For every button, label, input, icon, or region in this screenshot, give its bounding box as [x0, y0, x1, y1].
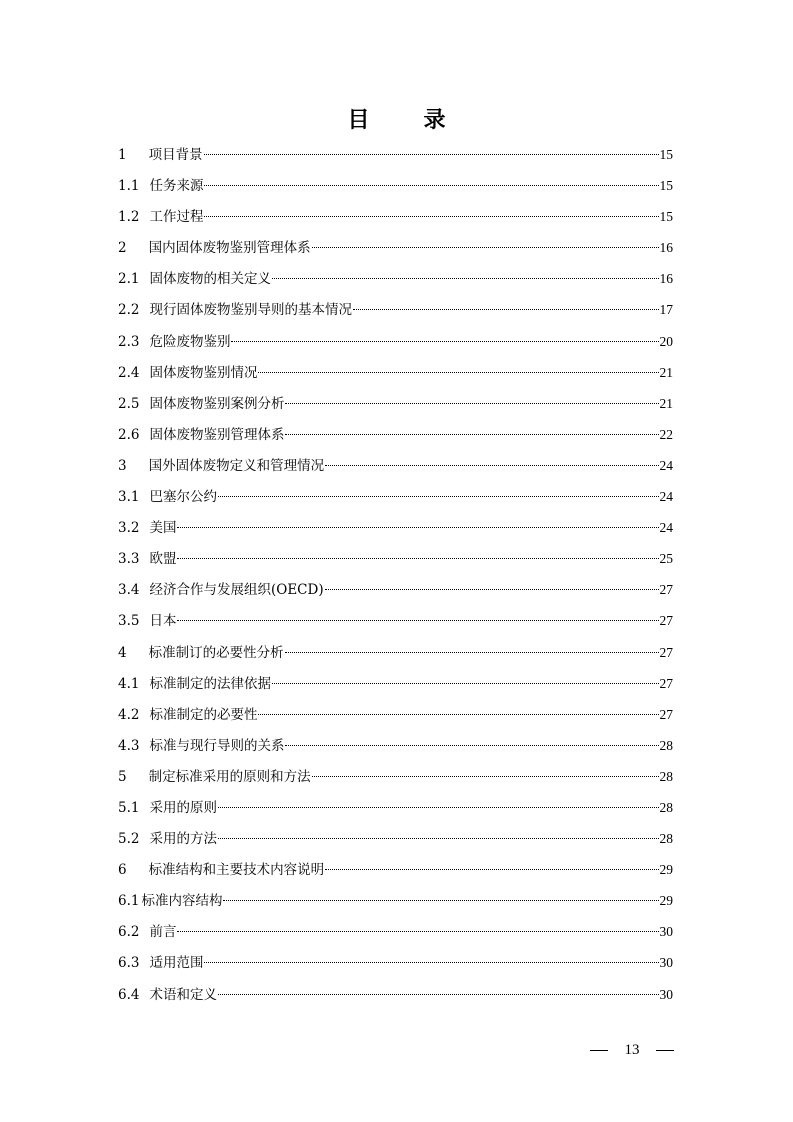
toc-entry-title: 标准制定的法律依据	[149, 675, 271, 692]
toc-entry-page: 21	[659, 395, 673, 411]
toc-entry[interactable]	[118, 388, 673, 419]
page-footer	[590, 1042, 674, 1059]
toc-entry-page: 29	[659, 893, 673, 909]
toc-entry-page: 27	[659, 675, 673, 691]
toc-leader-dots	[218, 838, 659, 839]
toc-entry[interactable]	[118, 854, 673, 885]
toc-entry-number: 3.1	[118, 489, 140, 506]
toc-entry-number: 2	[118, 240, 127, 257]
toc-entry[interactable]	[118, 761, 673, 792]
toc-entry[interactable]	[118, 294, 673, 325]
toc-leader-dots	[177, 620, 658, 621]
toc-leader-dots	[285, 434, 658, 435]
toc-leader-dots	[218, 807, 659, 808]
toc-entry-page: 25	[659, 551, 673, 567]
toc-entry-page: 20	[659, 333, 673, 349]
toc-entry-number: 6	[118, 862, 127, 879]
toc-entry-title: 国外固体废物定义和管理情况	[148, 457, 325, 474]
toc-entry-title: 术语和定义	[149, 986, 217, 1003]
toc-entry[interactable]	[118, 947, 673, 978]
toc-leader-dots	[258, 714, 658, 715]
toc-leader-dots	[312, 247, 659, 248]
toc-entry-page: 27	[659, 644, 673, 660]
toc-entry[interactable]	[118, 605, 673, 636]
toc-entry-title: 采用的方法	[149, 831, 217, 848]
toc-entry-number: 5.2	[118, 831, 140, 848]
toc-entry-title: 标准制订的必要性分析	[148, 644, 284, 661]
toc-entry-page: 24	[659, 520, 673, 536]
toc-entry-page: 28	[659, 831, 673, 847]
toc-entry-page: 28	[659, 737, 673, 753]
toc-entry-page: 29	[659, 862, 673, 878]
toc-entry-number: 1	[118, 147, 127, 163]
page-number: 13	[624, 1042, 640, 1058]
toc-entry-number: 1.1	[118, 178, 140, 195]
toc-entry-page: 24	[659, 457, 673, 473]
toc-entry-title: 欧盟	[149, 551, 177, 568]
toc-entry-page: 30	[659, 986, 673, 1002]
toc-leader-dots	[177, 558, 658, 559]
toc-entry-number: 1.2	[118, 209, 140, 226]
toc-entry-number: 6.3	[118, 955, 140, 972]
toc-entry-title: 巴塞尔公约	[149, 489, 217, 506]
toc-entry[interactable]	[118, 326, 673, 357]
toc-entry-title: 标准内容结构	[141, 893, 223, 910]
toc-leader-dots	[285, 745, 658, 746]
toc-leader-dots	[285, 403, 658, 404]
toc-entry-title: 标准结构和主要技术内容说明	[148, 862, 325, 879]
toc-entry-title: 制定标准采用的原则和方法	[148, 768, 311, 785]
toc-leader-dots	[204, 216, 658, 217]
toc-entry-title: 任务来源	[149, 178, 204, 195]
toc-entry[interactable]	[118, 792, 673, 823]
toc-entry-page: 16	[659, 271, 673, 287]
toc-entry-title: 固体废物鉴别管理体系	[149, 426, 285, 443]
toc-entry-page: 15	[659, 178, 673, 194]
toc-entry-number: 2.2	[118, 302, 140, 319]
toc-entry-title: 现行固体废物鉴别导则的基本情况	[149, 302, 352, 319]
toc-entry[interactable]	[118, 263, 673, 294]
toc-entry-number: 4	[118, 644, 127, 661]
toc-entry-page: 28	[659, 799, 673, 815]
toc-entry-title: 固体废物鉴别案例分析	[149, 395, 285, 412]
toc-entry[interactable]	[118, 668, 673, 699]
toc-entry-title: 工作过程	[149, 209, 204, 226]
toc-entry-number: 2.5	[118, 395, 140, 412]
toc-entry-number: 4.3	[118, 737, 140, 754]
toc-entry[interactable]	[118, 730, 673, 761]
toc-entry[interactable]	[118, 481, 673, 512]
page-title: 目 录	[347, 108, 462, 133]
toc-entry-page: 17	[659, 302, 673, 318]
toc-entry[interactable]	[118, 201, 673, 232]
toc-entry-number: 3	[118, 457, 127, 474]
footer-dash-right	[656, 1050, 674, 1051]
toc-entry-page: 27	[659, 582, 673, 598]
toc-leader-dots	[325, 589, 659, 590]
toc-entry-page: 28	[659, 768, 673, 784]
toc-entry[interactable]	[118, 979, 673, 1010]
toc-leader-dots	[177, 931, 658, 932]
toc-leader-dots	[272, 683, 659, 684]
table-of-contents	[118, 139, 673, 1010]
toc-entry[interactable]	[118, 699, 673, 730]
toc-leader-dots	[353, 309, 659, 310]
toc-entry-title: 适用范围	[149, 955, 204, 972]
toc-entry-title: 采用的原则	[149, 799, 217, 816]
footer-dash-left	[590, 1050, 608, 1051]
toc-entry-title: 标准与现行导则的关系	[149, 737, 285, 754]
toc-entry-number: 6.1	[118, 893, 140, 910]
toc-leader-dots	[204, 962, 658, 963]
toc-leader-dots	[325, 869, 658, 870]
toc-leader-dots	[231, 341, 658, 342]
toc-entry-number: 5.1	[118, 799, 140, 816]
toc-entry-number: 5	[118, 768, 127, 785]
toc-entry-page: 24	[659, 489, 673, 505]
toc-leader-dots	[325, 465, 658, 466]
toc-entry-title: 危险废物鉴别	[149, 333, 231, 350]
toc-entry-page: 27	[659, 706, 673, 722]
toc-entry[interactable]	[118, 170, 673, 201]
toc-entry[interactable]	[118, 574, 673, 605]
toc-leader-dots	[177, 527, 658, 528]
toc-entry-title: 固体废物的相关定义	[149, 271, 271, 288]
toc-entry[interactable]	[118, 885, 673, 916]
toc-entry-title: 前言	[149, 924, 177, 941]
toc-entry-title: 经济合作与发展组织(OECD)	[149, 582, 324, 599]
toc-entry-title: 国内固体废物鉴别管理体系	[148, 240, 311, 257]
toc-entry-page: 15	[659, 209, 673, 225]
toc-leader-dots	[218, 496, 659, 497]
toc-entry-page: 30	[659, 955, 673, 971]
toc-entry-number: 2.1	[118, 271, 140, 288]
toc-entry[interactable]	[118, 419, 673, 450]
toc-entry-title: 日本	[149, 613, 177, 630]
toc-leader-dots	[312, 776, 659, 777]
toc-entry-page: 16	[659, 240, 673, 256]
toc-entry[interactable]	[118, 543, 673, 574]
toc-entry-title: 美国	[149, 520, 177, 537]
toc-leader-dots	[285, 652, 659, 653]
toc-entry-title: 标准制定的必要性	[149, 706, 258, 723]
toc-entry[interactable]	[118, 512, 673, 543]
toc-entry[interactable]	[118, 823, 673, 854]
toc-entry-number: 3.5	[118, 613, 140, 630]
toc-entry-number: 6.2	[118, 924, 140, 941]
toc-entry-title: 固体废物鉴别情况	[149, 364, 258, 381]
toc-entry[interactable]	[118, 450, 673, 481]
toc-entry-page: 21	[659, 364, 673, 380]
toc-entry[interactable]	[118, 139, 673, 170]
toc-entry-page: 30	[659, 924, 673, 940]
toc-leader-dots	[272, 278, 659, 279]
toc-entry-number: 6.4	[118, 986, 140, 1003]
toc-entry-number: 3.2	[118, 520, 140, 537]
toc-entry-number: 3.3	[118, 551, 140, 568]
toc-entry[interactable]	[118, 916, 673, 947]
toc-entry[interactable]	[118, 357, 673, 388]
toc-entry-number: 4.2	[118, 706, 140, 723]
toc-leader-dots	[258, 372, 658, 373]
toc-leader-dots	[204, 185, 658, 186]
toc-leader-dots	[218, 994, 659, 995]
toc-leader-dots	[204, 154, 659, 155]
toc-entry-page: 15	[659, 147, 673, 162]
toc-entry-number: 2.6	[118, 426, 140, 443]
toc-entry-number: 3.4	[118, 582, 140, 599]
toc-entry-number: 4.1	[118, 675, 140, 692]
toc-entry-title: 项目背景	[148, 147, 203, 163]
toc-entry-number: 2.3	[118, 333, 140, 350]
toc-entry[interactable]	[118, 637, 673, 668]
toc-entry-page: 22	[659, 426, 673, 442]
toc-leader-dots	[223, 900, 658, 901]
toc-entry-page: 27	[659, 613, 673, 629]
toc-entry-number: 2.4	[118, 364, 140, 381]
toc-entry[interactable]	[118, 232, 673, 263]
